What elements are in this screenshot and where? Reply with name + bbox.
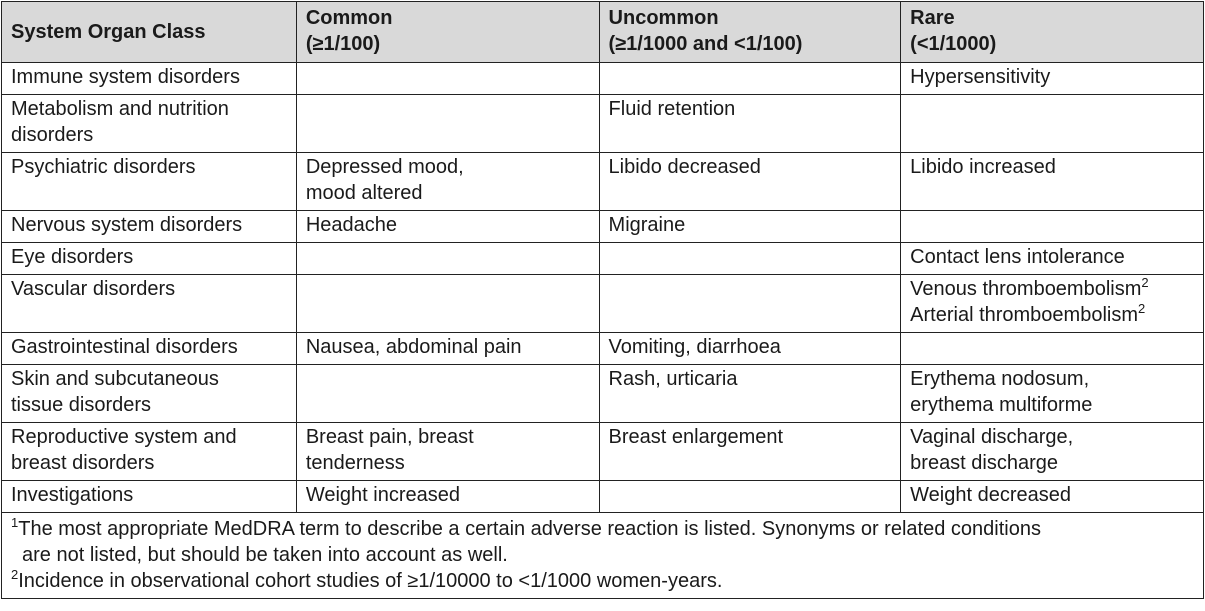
table-row	[2, 333, 1204, 365]
adverse-reactions-table	[1, 1, 1204, 599]
table-row	[2, 153, 1204, 211]
cell-system-organ-class	[2, 481, 297, 513]
footnotes-cell	[2, 513, 1204, 599]
cell-text: Skin and subcutaneous	[11, 368, 219, 390]
cell-rare	[901, 211, 1204, 243]
cell-system-organ-class	[2, 211, 297, 243]
cell-text: Arterial thromboembolism	[910, 304, 1139, 326]
cell-text: Eye disorders	[11, 246, 134, 268]
table-row	[2, 481, 1204, 513]
cell-common	[296, 275, 599, 333]
cell-text: Nervous system disorders	[11, 214, 243, 236]
cell-text: disorders	[11, 124, 94, 146]
cell-line	[609, 212, 892, 238]
header-uncommon	[599, 2, 901, 63]
cell-text: Weight increased	[305, 484, 460, 506]
cell-text: tenderness	[305, 452, 405, 474]
cell-rare	[901, 63, 1204, 95]
cell-text: tissue disorders	[11, 394, 152, 416]
header-line: (≥1/100)	[305, 33, 381, 55]
cell-line	[11, 64, 287, 90]
cell-text: Immune system disorders	[11, 66, 240, 88]
cell-rare	[901, 365, 1204, 423]
cell-text: Nausea, abdominal pain	[305, 336, 522, 358]
cell-line	[910, 244, 1194, 270]
cell-text: Breast enlargement	[608, 426, 784, 448]
cell-line	[910, 482, 1194, 508]
header-line: Uncommon	[608, 7, 719, 29]
footnote-reference: 2	[1138, 301, 1146, 316]
header-line: (≥1/1000 and <1/100)	[608, 33, 803, 55]
cell-system-organ-class	[2, 95, 297, 153]
footnote-text: Incidence in observational cohort studies of ≥1/10000 to <1/1000 women-years.	[18, 570, 723, 592]
cell-common	[296, 211, 599, 243]
cell-system-organ-class	[2, 423, 297, 481]
cell-rare	[901, 153, 1204, 211]
cell-line	[910, 302, 1194, 328]
table-row	[2, 423, 1204, 481]
cell-line	[609, 334, 892, 360]
cell-text: Vomiting, diarrhoea	[608, 336, 781, 358]
footnote-row	[2, 513, 1204, 599]
footnote-reference: 2	[1141, 275, 1149, 290]
cell-text: Psychiatric disorders	[11, 156, 196, 178]
table-row	[2, 243, 1204, 275]
header-rare	[901, 2, 1204, 63]
cell-uncommon	[599, 365, 901, 423]
cell-text: erythema multiforme	[910, 394, 1093, 416]
cell-line	[306, 180, 590, 206]
cell-line	[306, 212, 590, 238]
cell-system-organ-class	[2, 365, 297, 423]
footnote-1-continuation: are not listed, but should be taken into account as well.	[22, 544, 508, 566]
cell-text: Libido decreased	[608, 156, 761, 178]
cell-rare	[901, 481, 1204, 513]
cell-text: Reproductive system and	[11, 426, 237, 448]
header-line: System Organ Class	[11, 20, 206, 43]
cell-line	[306, 424, 590, 450]
cell-line	[910, 276, 1194, 302]
cell-line	[306, 450, 590, 476]
cell-line	[609, 424, 892, 450]
cell-rare	[901, 333, 1204, 365]
cell-uncommon	[599, 481, 901, 513]
cell-line	[910, 154, 1194, 180]
cell-line	[910, 64, 1194, 90]
cell-uncommon	[599, 211, 901, 243]
table-body	[2, 63, 1204, 513]
cell-system-organ-class	[2, 333, 297, 365]
cell-line	[609, 366, 892, 392]
cell-common	[296, 423, 599, 481]
cell-rare	[901, 243, 1204, 275]
cell-rare	[901, 275, 1204, 333]
cell-uncommon	[599, 63, 901, 95]
cell-text: Erythema nodosum,	[910, 368, 1090, 390]
cell-line	[11, 424, 287, 450]
cell-text: Vascular disorders	[11, 278, 176, 300]
cell-line	[11, 212, 287, 238]
cell-line	[306, 154, 590, 180]
cell-line	[910, 366, 1194, 392]
cell-line	[11, 154, 287, 180]
cell-text: Headache	[305, 214, 397, 236]
cell-text: Rash, urticaria	[608, 368, 738, 390]
footnote-mark: 1	[11, 515, 19, 530]
cell-text: Gastrointestinal disorders	[11, 336, 238, 358]
cell-text: Vaginal discharge,	[910, 426, 1074, 448]
footnote-mark: 2	[11, 567, 19, 582]
cell-text: Migraine	[608, 214, 686, 236]
cell-text: Depressed mood,	[305, 156, 464, 178]
cell-common	[296, 63, 599, 95]
footnote-text: The most appropriate MedDRA term to describe a certain adverse reaction is listed. Synonyms or related conditions	[18, 518, 1041, 540]
cell-text: breast disorders	[11, 452, 155, 474]
cell-system-organ-class	[2, 275, 297, 333]
cell-text: Breast pain, breast	[305, 426, 474, 448]
cell-text: breast discharge	[910, 452, 1059, 474]
table-row	[2, 365, 1204, 423]
cell-uncommon	[599, 95, 901, 153]
cell-common	[296, 333, 599, 365]
cell-text: Venous thromboembolism	[910, 278, 1142, 300]
cell-line	[910, 392, 1194, 418]
table-row	[2, 63, 1204, 95]
cell-text: Metabolism and nutrition	[11, 98, 229, 120]
cell-text: Hypersensitivity	[910, 66, 1051, 88]
cell-line	[11, 276, 287, 302]
footnote-1	[11, 516, 1194, 542]
header-row	[2, 2, 1204, 63]
table-row	[2, 275, 1204, 333]
cell-text: Weight decreased	[910, 484, 1071, 506]
cell-rare	[901, 95, 1204, 153]
footnote-2	[11, 568, 1194, 594]
cell-text: Libido increased	[910, 156, 1056, 178]
cell-line	[11, 122, 287, 148]
cell-uncommon	[599, 333, 901, 365]
table-row	[2, 211, 1204, 243]
cell-system-organ-class	[2, 63, 297, 95]
cell-line	[11, 450, 287, 476]
cell-common	[296, 153, 599, 211]
cell-text: Investigations	[11, 484, 134, 506]
cell-uncommon	[599, 153, 901, 211]
header-system-organ-class	[2, 2, 297, 63]
cell-common	[296, 95, 599, 153]
cell-line	[11, 96, 287, 122]
cell-line	[609, 154, 892, 180]
cell-line	[11, 392, 287, 418]
cell-system-organ-class	[2, 243, 297, 275]
header-line: (<1/1000)	[910, 33, 997, 55]
cell-common	[296, 365, 599, 423]
cell-uncommon	[599, 243, 901, 275]
cell-uncommon	[599, 423, 901, 481]
cell-line	[306, 482, 590, 508]
cell-system-organ-class	[2, 153, 297, 211]
header-line: Common	[305, 7, 393, 29]
cell-uncommon	[599, 275, 901, 333]
cell-line	[11, 244, 287, 270]
cell-line	[11, 366, 287, 392]
cell-rare	[901, 423, 1204, 481]
header-common	[296, 2, 599, 63]
cell-common	[296, 481, 599, 513]
cell-text: mood altered	[305, 182, 423, 204]
cell-line	[609, 96, 892, 122]
cell-line	[11, 482, 287, 508]
cell-line	[910, 450, 1194, 476]
cell-line	[910, 424, 1194, 450]
cell-text: Fluid retention	[608, 98, 736, 120]
cell-text: Contact lens intolerance	[910, 246, 1125, 268]
cell-common	[296, 243, 599, 275]
table-row	[2, 95, 1204, 153]
cell-line	[306, 334, 590, 360]
cell-line	[11, 334, 287, 360]
header-line: Rare	[910, 7, 955, 29]
